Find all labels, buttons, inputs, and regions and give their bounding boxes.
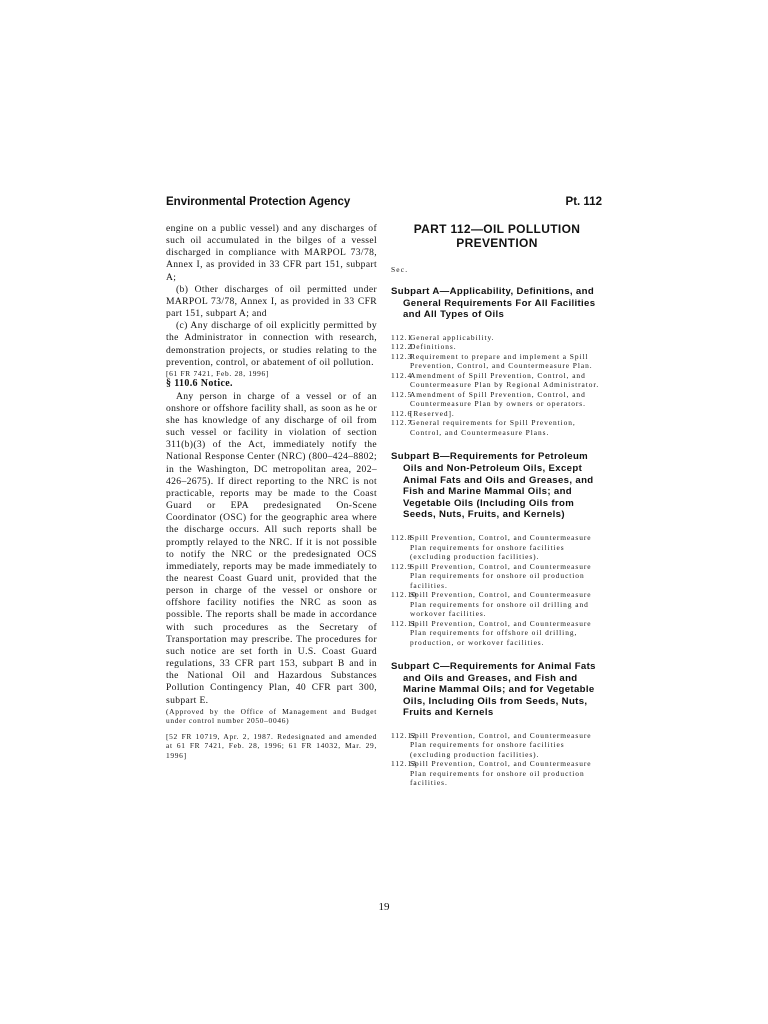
toc-entry-number: 112.5 <box>391 389 413 399</box>
citation-2: [52 FR 10719, Apr. 2, 1987. Redesignated and amended at 61 FR 7421, Feb. 28, 1996; 61 FR 14032, Mar. 29, 1996] <box>166 731 377 761</box>
toc-entry-number: 112.1 <box>391 332 413 342</box>
page-number: 19 <box>378 901 390 913</box>
section-heading: § 110.6 Notice. <box>166 378 233 390</box>
subpart-a-contents <box>391 333 603 438</box>
left-column <box>166 223 377 761</box>
subpart-c-contents <box>391 731 603 788</box>
toc-entry-number: 112.3 <box>391 351 413 361</box>
running-header-part: Pt. 112 <box>565 196 602 208</box>
toc-entry-text: Spill Prevention, Control, and Countermeasure Plan requirements for onshore facilities (excluding production facilities). <box>410 730 592 759</box>
toc-entry-number: 112.13 <box>391 759 417 769</box>
toc-entry <box>391 562 603 591</box>
toc-entry-text: Definitions. <box>410 342 457 352</box>
toc-entry <box>391 590 603 619</box>
toc-entry <box>391 731 603 760</box>
toc-entry-text: Spill Prevention, Control, and Countermeasure Plan requirements for onshore oil production facilities. <box>410 759 592 788</box>
running-header-agency: Environmental Protection Agency <box>166 196 351 208</box>
toc-entry <box>391 352 603 371</box>
toc-entry <box>391 619 603 648</box>
toc-entry-number: 112.9 <box>391 561 413 571</box>
toc-entry <box>391 418 603 437</box>
part-title: PART 112—OIL POLLUTION PREVENTION <box>413 222 581 250</box>
toc-entry <box>391 533 603 562</box>
paragraph-b: (b) Other discharges of oil permitted under MARPOL 73/78, Annex I, as provided in 33 CFR part 151, subpart A; and <box>166 283 377 320</box>
toc-entry-text: Requirement to prepare and implement a Spill Prevention, Control, and Countermeasure Plan. <box>410 351 593 371</box>
toc-entry-text: Spill Prevention, Control, and Countermeasure Plan requirements for onshore oil drilling and workover facilities. <box>410 590 592 618</box>
paragraph-continuation: engine on a public vessel) and any discharges of such oil accumulated in the bilges of a vessel discharged in compliance with MARPOL 73/78, Annex I, as provided in 33 CFR part 151, subpart A; <box>166 223 377 283</box>
toc-entry-text: Spill Prevention, Control, and Countermeasure Plan requirements for onshore facilities (excluding production facilities). <box>410 533 592 561</box>
paragraph-c: (c) Any discharge of oil explicitly permitted by the Administrator in connection with research, demonstration projects, or studies relating to the prevention, control, or abatement of oil pollution. <box>166 320 377 368</box>
toc-entry-text: Amendment of Spill Prevention, Control, and Countermeasure Plan by owners or operators. <box>410 389 586 409</box>
toc-entry <box>391 342 603 352</box>
toc-entry-text: Spill Prevention, Control, and Countermeasure Plan requirements for offshore oil drilling, production, or workover facilities. <box>410 618 592 647</box>
toc-entry-text: Amendment of Spill Prevention, Control, and Countermeasure Plan by Regional Administrator. <box>410 370 600 390</box>
toc-entry-number: 112.6 <box>391 408 413 418</box>
toc-entry <box>391 390 603 409</box>
toc-entry-text: General applicability. <box>410 332 495 342</box>
toc-entry <box>391 409 603 419</box>
toc-entry-text: [Reserved]. <box>410 408 455 418</box>
toc-entry-text: Spill Prevention, Control, and Countermeasure Plan requirements for onshore oil production facilities. <box>410 561 592 590</box>
omb-approval-note: (Approved by the Office of Management and Budget under control number 2050–0046) <box>166 706 377 726</box>
right-column <box>391 223 603 802</box>
toc-entry <box>391 333 603 343</box>
subpart-b-contents <box>391 533 603 647</box>
toc-entry-text: General requirements for Spill Prevention, Control, and Countermeasure Plans. <box>410 418 576 437</box>
notice-paragraph: Any person in charge of a vessel or of an onshore or offshore facility shall, as soon as he or she has knowledge of any discharge of oil from such vessel or facility in violation of section 311(b)(3) of the Act, immediately notify the National Response Center (NRC) (800–424–8802; in the Washington, DC metropolitan area, 202–426–2675). If direct reporting to the NRC is not practicable, reports may be made to the Coast Guard or EPA predesignated On-Scene Coordinator (OSC) for the geographic area where the discharge occurs. All such reports shall be promptly relayed to the NRC. If it is not possible to notify the NRC or the predesignated OCS immediately, reports may be made immediately to the nearest Coast Guard unit, provided that the person in charge of the vessel or onshore or offshore facility notifies the NRC as soon as possible. The reports shall be made in accordance with such procedures as the Secretary of Transportation may prescribe. The procedures for such notice are set forth in U.S. Coast Guard regulations, 33 CFR part 153, subpart B and in the National Oil and Hazardous Substances Pollution Contingency Plan, 40 CFR part 300, subpart E. <box>166 390 377 706</box>
citation-1: [61 FR 7421, Feb. 28, 1996] <box>166 368 270 378</box>
toc-entry-number: 112.10 <box>391 590 417 599</box>
sec-label: Sec. <box>391 265 409 274</box>
toc-entry-number: 112.8 <box>391 533 413 542</box>
toc-entry-number: 112.12 <box>391 730 417 740</box>
toc-entry-number: 112.4 <box>391 370 413 380</box>
toc-entry-number: 112.7 <box>391 418 413 428</box>
subpart-b-heading: Subpart B—Requirements for Petroleum Oils and Non-Petroleum Oils, Except Animal Fats and Oils and Greases, and Fish and Marine Mammal Oils; and Vegetable Oils (Including Oils from Seeds, Nuts, Fruits, and Kernels) <box>391 451 594 521</box>
toc-entry <box>391 759 603 788</box>
toc-entry-number: 112.2 <box>391 342 413 352</box>
subpart-a-heading: Subpart A—Applicability, Definitions, and General Requirements For All Facilities and All Types of Oils <box>391 286 596 321</box>
toc-entry <box>391 371 603 390</box>
subpart-c-heading: Subpart C—Requirements for Animal Fats and Oils and Greases, and Fish and Marine Mammal Oils; and for Vegetable Oils, Including Oils from Seeds, Nuts, Fruits and Kernels <box>391 661 596 719</box>
toc-entry-number: 112.11 <box>391 618 417 628</box>
